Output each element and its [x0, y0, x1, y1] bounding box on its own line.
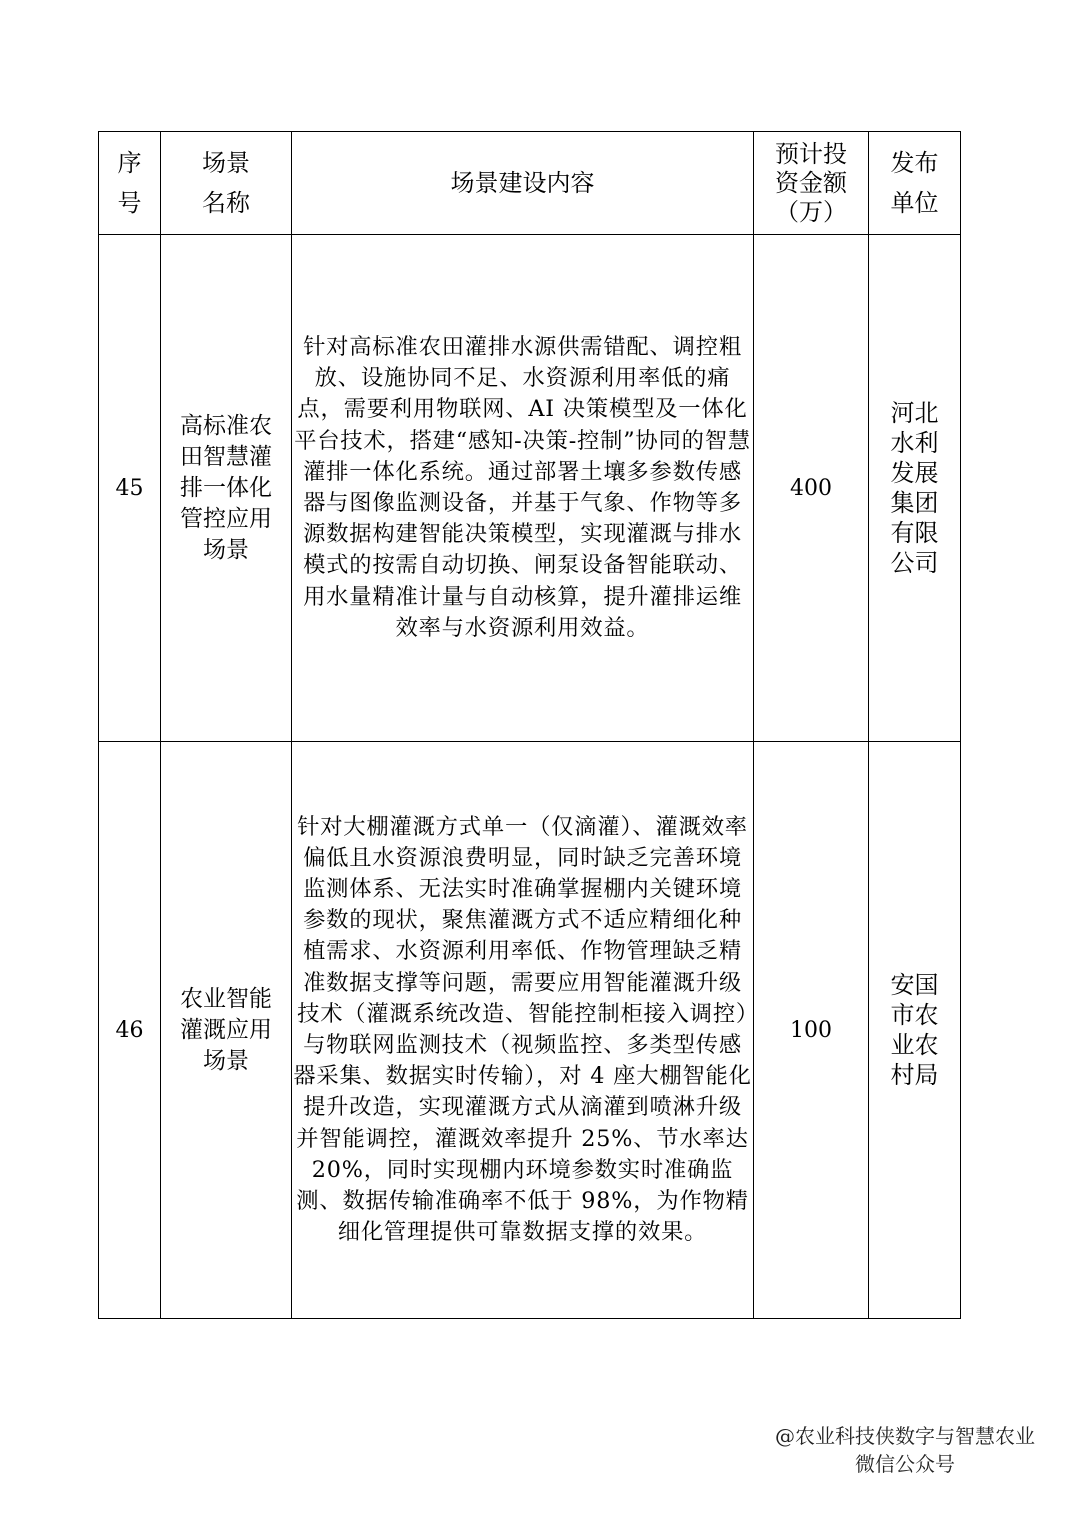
- row-org-line: 水利: [890, 429, 939, 457]
- row-name-line: 排一体化: [180, 474, 272, 501]
- row-name-line: 田智慧灌: [180, 443, 272, 470]
- watermark-account: @农业科技侠数字与智慧农业: [775, 1424, 1035, 1448]
- header-amount-line: 预计投: [775, 139, 847, 168]
- row-org-line: 安国: [890, 971, 939, 999]
- header-seq: [99, 132, 161, 235]
- row-name-line: 灌溉应用: [180, 1016, 272, 1043]
- row-name: [161, 742, 292, 1319]
- scenario-table: [98, 131, 961, 1319]
- header-seq-line: 序: [117, 149, 142, 177]
- row-org-line: 公司: [890, 549, 939, 577]
- row-org: [869, 742, 961, 1319]
- row-org-line: 市农: [890, 1001, 939, 1029]
- header-org: [869, 132, 961, 235]
- row-name: [161, 235, 292, 742]
- header-org-line: 发布: [890, 149, 939, 177]
- table-row: [99, 742, 961, 1319]
- row-name-line: 场景: [203, 536, 249, 563]
- header-name: [161, 132, 292, 235]
- table-row: [99, 235, 961, 742]
- header-org-line: 单位: [890, 189, 939, 217]
- row-org-line: 集团: [890, 489, 939, 517]
- row-org-line: 河北: [890, 399, 939, 427]
- row-org-line: 业农: [890, 1031, 939, 1059]
- watermark-platform: 微信公众号: [855, 1452, 955, 1476]
- table-header-row: [99, 132, 961, 235]
- row-name-line: 管控应用: [180, 505, 272, 532]
- watermark: [735, 1422, 1035, 1478]
- header-name-line: 场景: [202, 149, 250, 177]
- header-seq-line: 号: [117, 189, 142, 217]
- header-amount: [754, 132, 869, 235]
- row-org-line: 发展: [890, 459, 939, 487]
- header-content-label: 场景建设内容: [450, 169, 595, 197]
- row-seq: 46: [99, 742, 161, 1319]
- row-name-line: 高标准农: [180, 412, 272, 439]
- row-seq: 45: [99, 235, 161, 742]
- row-org: [869, 235, 961, 742]
- row-content: 针对高标准农田灌排水源供需错配、调控粗放、设施协同不足、水资源利用率低的痛点，需要利用物联网、AI 决策模型及一体化平台技术，搭建“感知-决策-控制”协同的智慧灌排一体化系统。通过部署土壤多参数传感器与图像监测设备，并基于气象、作物等多源数据构建智能决策模型，实现灌溉与排水模式的按需自动切换、闸泵设备智能联动、用水量精准计量与自动核算，提升灌排运维效率与水资源利用效益。: [292, 235, 754, 742]
- row-amount: 400: [754, 235, 869, 742]
- row-name-line: 场景: [203, 1047, 249, 1074]
- header-name-line: 名称: [202, 189, 250, 217]
- row-amount: 100: [754, 742, 869, 1319]
- header-amount-line: 资金额: [775, 168, 847, 197]
- row-org-line: 村局: [890, 1061, 939, 1089]
- header-amount-line: （万）: [775, 197, 847, 226]
- header-content: [292, 132, 754, 235]
- row-name-line: 农业智能: [180, 985, 272, 1012]
- row-org-line: 有限: [890, 519, 939, 547]
- row-content: 针对大棚灌溉方式单一（仅滴灌）、灌溉效率偏低且水资源浪费明显，同时缺乏完善环境监测体系、无法实时准确掌握棚内关键环境参数的现状，聚焦灌溉方式不适应精细化种植需求、水资源利用率低、作物管理缺乏精准数据支撑等问题，需要应用智能灌溉升级技术（灌溉系统改造、智能控制柜接入调控）与物联网监测技术（视频监控、多类型传感器采集、数据实时传输），对 4 座大棚智能化提升改造，实现灌溉方式从滴灌到喷淋升级并智能调控，灌溉效率提升 25%、节水率达 20%，同时实现棚内环境参数实时准确监测、数据传输准确率不低于 98%，为作物精细化管理提供可靠数据支撑的效果。: [292, 742, 754, 1319]
